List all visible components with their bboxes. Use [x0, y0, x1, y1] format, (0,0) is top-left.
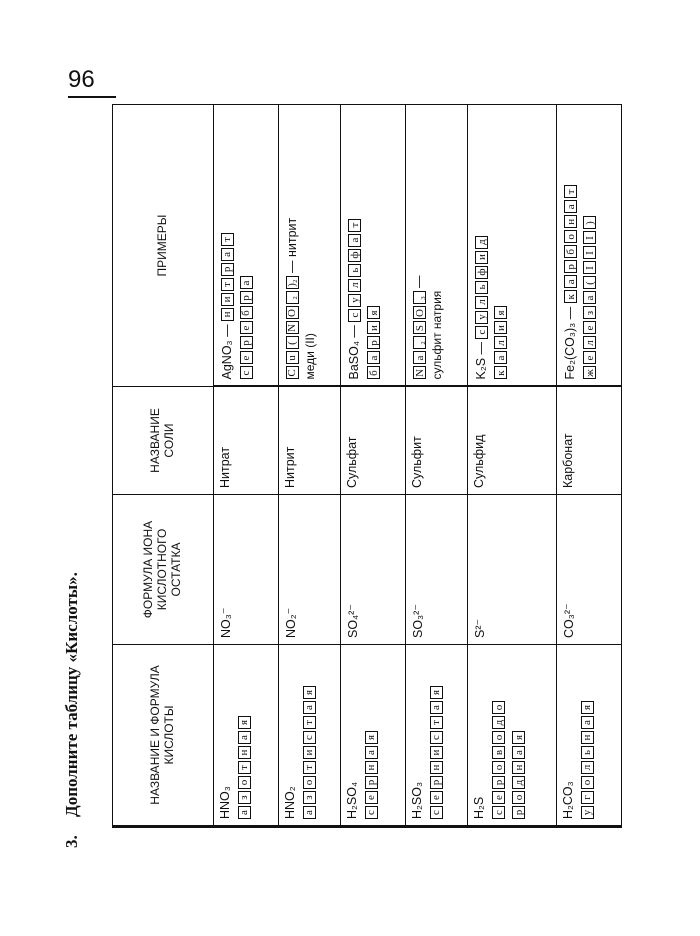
formula-box[interactable]: ₂: [413, 337, 426, 350]
salt-name: Нитрат: [217, 446, 232, 488]
letter-box[interactable]: е: [430, 791, 443, 804]
letter-box[interactable]: о: [238, 776, 251, 789]
letter-box[interactable]: а: [564, 200, 577, 213]
letter-box[interactable]: е: [365, 791, 378, 804]
letter-box[interactable]: т: [221, 278, 234, 291]
letter-box[interactable]: I: [583, 232, 596, 245]
letter-box[interactable]: и: [494, 322, 507, 335]
letter-boxes: [365, 731, 378, 819]
salt-cell: [556, 387, 621, 495]
example-formula-line: [283, 111, 301, 380]
letter-box[interactable]: я: [512, 731, 525, 744]
acid-formula: H₂SO₃: [409, 781, 424, 819]
table-row: [556, 105, 621, 827]
table-body: [213, 105, 621, 827]
formula-box[interactable]: ₃: [413, 292, 426, 305]
task-instruction: [62, 572, 82, 848]
letter-boxes: [492, 701, 505, 819]
letter-box[interactable]: я: [494, 307, 507, 320]
acid-formula: H₂CO₃: [560, 781, 575, 819]
letter-box[interactable]: ф: [475, 266, 488, 279]
letter-box[interactable]: д: [492, 716, 505, 729]
letter-box[interactable]: з: [303, 791, 316, 804]
letter-box[interactable]: а: [365, 746, 378, 759]
letter-box[interactable]: с: [240, 367, 253, 380]
ion-cell: [468, 495, 557, 645]
letter-box[interactable]: я: [365, 731, 378, 744]
salt-name: Сульфит: [409, 436, 424, 488]
acid-formula: H₂S: [472, 796, 487, 819]
letter-box[interactable]: а: [238, 806, 251, 819]
header-salt: НАЗВАНИЕ СОЛИ: [113, 387, 214, 495]
letter-box[interactable]: о: [303, 776, 316, 789]
letter-boxes: [240, 277, 253, 380]
task-number: 3.: [62, 835, 81, 848]
formula-box[interactable]: S: [413, 322, 426, 335]
example-suffix: —: [411, 275, 426, 289]
letter-box[interactable]: ): [583, 217, 596, 230]
formula-box[interactable]: N: [413, 367, 426, 380]
letter-box[interactable]: т: [430, 716, 443, 729]
letter-boxes: [303, 686, 316, 819]
formula-box[interactable]: C: [286, 367, 299, 380]
acid-cell: [213, 645, 278, 827]
ion-formula: NO₃⁻: [218, 607, 233, 638]
letter-box[interactable]: р: [492, 776, 505, 789]
ion-cell: [213, 495, 278, 645]
letter-box[interactable]: р: [512, 806, 525, 819]
letter-box[interactable]: т: [221, 233, 234, 246]
letter-box[interactable]: и: [475, 251, 488, 264]
salt-name: Сульфид: [472, 434, 487, 488]
acid-name-line: [301, 651, 318, 819]
example-formula: BaSO₄: [346, 341, 361, 380]
letter-box[interactable]: т: [303, 761, 316, 774]
letter-box[interactable]: р: [367, 337, 380, 350]
letter-box[interactable]: I: [583, 247, 596, 260]
letter-box[interactable]: я: [238, 716, 251, 729]
letter-box[interactable]: р: [564, 260, 577, 273]
letter-box[interactable]: т: [564, 185, 577, 198]
letter-box[interactable]: л: [583, 337, 596, 350]
example-line: [581, 111, 598, 380]
letter-box[interactable]: о: [492, 701, 505, 714]
letter-box[interactable]: р: [240, 337, 253, 350]
acid-name-line: [236, 651, 253, 819]
header-examples: ПРИМЕРЫ: [113, 105, 214, 387]
formula-boxes: [286, 277, 299, 380]
letter-box[interactable]: н: [581, 731, 594, 744]
formula-box[interactable]: O: [286, 307, 299, 320]
letter-box[interactable]: л: [475, 296, 488, 309]
formula-box[interactable]: ₂: [286, 292, 299, 305]
letter-box[interactable]: а: [583, 292, 596, 305]
acid-name-line: [510, 651, 527, 819]
acid-formula: HNO₃: [217, 786, 232, 819]
example-formula-line: Fe₂(CO₃)₃ — к а р б о н а т: [561, 111, 579, 380]
letter-box[interactable]: ь: [475, 281, 488, 294]
formula-box[interactable]: O: [413, 307, 426, 320]
letter-box[interactable]: и: [303, 746, 316, 759]
letter-boxes: [238, 716, 251, 819]
example-line: [365, 111, 382, 380]
letter-box[interactable]: ь: [348, 264, 361, 277]
letter-box[interactable]: (: [583, 277, 596, 290]
ion-formula: CO₃²⁻: [561, 603, 576, 638]
letter-box[interactable]: т: [348, 219, 361, 232]
example-cell: [213, 105, 278, 387]
letter-box[interactable]: с: [492, 806, 505, 819]
letter-box[interactable]: с: [430, 731, 443, 744]
example-line: [238, 111, 255, 380]
acid-name-line: [428, 651, 445, 819]
table-row: [213, 105, 278, 827]
example-formula-line: BaSO₄ — с у л ь ф а т: [345, 111, 363, 380]
example-suffix: — нитрит: [284, 217, 299, 274]
example-formula: Fe₂(CO₃)₃: [562, 322, 577, 380]
acid-cell: [340, 645, 405, 827]
ion-cell: [278, 495, 340, 645]
example-caption: меди (II): [302, 333, 317, 380]
letter-box[interactable]: а: [430, 701, 443, 714]
letter-box[interactable]: д: [475, 236, 488, 249]
letter-box[interactable]: с: [475, 326, 488, 339]
letter-box[interactable]: о: [512, 791, 525, 804]
letter-box[interactable]: л: [581, 761, 594, 774]
letter-box[interactable]: е: [240, 322, 253, 335]
example-line: [492, 111, 509, 380]
letter-box[interactable]: р: [365, 776, 378, 789]
example-cell: [340, 105, 405, 387]
salt-cell: [340, 387, 405, 495]
letter-box[interactable]: д: [512, 776, 525, 789]
acid-name-line: [490, 651, 507, 819]
letter-box[interactable]: о: [581, 776, 594, 789]
table-row: [340, 105, 405, 827]
formula-box[interactable]: N: [286, 322, 299, 335]
example-cell: [468, 105, 557, 387]
letter-boxes: [581, 701, 594, 819]
ion-cell: [340, 495, 405, 645]
letter-box[interactable]: б: [367, 367, 380, 380]
letter-box[interactable]: т: [238, 761, 251, 774]
acid-cell: [278, 645, 340, 827]
letter-box[interactable]: н: [365, 761, 378, 774]
letter-box[interactable]: а: [303, 806, 316, 819]
letter-box[interactable]: р: [430, 776, 443, 789]
letter-box[interactable]: а: [238, 731, 251, 744]
letter-box[interactable]: ь: [581, 746, 594, 759]
letter-box[interactable]: н: [430, 761, 443, 774]
task-text: Дополните таблицу «Кислоты».: [62, 572, 81, 817]
letter-box[interactable]: я: [430, 686, 443, 699]
acid-formula: HNO₂: [282, 786, 297, 819]
acid-cell: [405, 645, 467, 827]
letter-box[interactable]: I: [583, 262, 596, 275]
example-formula-line: AgNO₃ — н и т р а т: [218, 111, 236, 380]
letter-box[interactable]: н: [238, 746, 251, 759]
letter-box[interactable]: р: [221, 263, 234, 276]
letter-boxes: [564, 185, 577, 303]
letter-boxes: [475, 236, 488, 339]
example-formula-line: [410, 111, 428, 380]
header-acid: НАЗВАНИЕ И ФОРМУЛА КИСЛОТЫ: [113, 645, 214, 827]
acid-name-line: [579, 651, 596, 819]
letter-box[interactable]: а: [348, 234, 361, 247]
letter-box[interactable]: с: [365, 806, 378, 819]
salt-name: Сульфат: [344, 436, 359, 488]
letter-box[interactable]: а: [512, 746, 525, 759]
letter-box[interactable]: у: [475, 311, 488, 324]
acid-name-line: [363, 651, 380, 819]
letter-box[interactable]: н: [512, 761, 525, 774]
letter-box[interactable]: в: [492, 746, 505, 759]
letter-box[interactable]: о: [564, 230, 577, 243]
letter-box[interactable]: я: [303, 686, 316, 699]
letter-box[interactable]: с: [348, 309, 361, 322]
letter-box[interactable]: и: [367, 322, 380, 335]
example-cell: [556, 105, 621, 387]
letter-box[interactable]: е: [492, 791, 505, 804]
example-caption: сульфит натрия: [430, 290, 445, 380]
table-row: [405, 105, 467, 827]
ion-cell: [556, 495, 621, 645]
table-row: [278, 105, 340, 827]
example-cell: [405, 105, 467, 387]
salt-cell: [278, 387, 340, 495]
letter-box[interactable]: с: [430, 806, 443, 819]
formula-box[interactable]: )₂: [286, 277, 299, 290]
letter-box[interactable]: е: [583, 322, 596, 335]
formula-box[interactable]: (: [286, 337, 299, 350]
letter-box[interactable]: ж: [583, 367, 596, 380]
letter-box[interactable]: с: [303, 731, 316, 744]
example-formula-line: K₂S — с у л ь ф и д: [472, 111, 490, 380]
letter-box[interactable]: а: [303, 701, 316, 714]
letter-boxes: [367, 307, 380, 380]
letter-box[interactable]: у: [581, 806, 594, 819]
letter-box[interactable]: у: [348, 294, 361, 307]
acid-cell: [556, 645, 621, 827]
ion-formula: SO₃²⁻: [410, 604, 425, 638]
letter-box[interactable]: р: [240, 292, 253, 305]
ion-formula: NO₂⁻: [283, 607, 298, 638]
letter-box[interactable]: н: [564, 215, 577, 228]
letter-box[interactable]: о: [492, 761, 505, 774]
letter-box[interactable]: г: [581, 791, 594, 804]
salt-cell: [213, 387, 278, 495]
letter-boxes: [512, 731, 525, 819]
letter-box[interactable]: я: [367, 307, 380, 320]
salt-cell: [468, 387, 557, 495]
letter-box[interactable]: з: [238, 791, 251, 804]
letter-box[interactable]: л: [348, 279, 361, 292]
letter-boxes: [348, 219, 361, 322]
letter-box[interactable]: ф: [348, 249, 361, 262]
example-cell: [278, 105, 340, 387]
letter-box[interactable]: к: [564, 290, 577, 303]
letter-box[interactable]: и: [221, 293, 234, 306]
header-ion: ФОРМУЛА ИОНА КИСЛОТНОГО ОСТАТКА: [113, 495, 214, 645]
letter-box[interactable]: я: [581, 701, 594, 714]
letter-box[interactable]: з: [583, 307, 596, 320]
acid-formula: H₂SO₄: [344, 781, 359, 819]
ion-formula: S²⁻: [473, 618, 488, 638]
salt-name: Карбонат: [560, 433, 575, 488]
letter-boxes: [221, 233, 234, 321]
formula-boxes: [413, 292, 426, 380]
letter-box[interactable]: к: [494, 367, 507, 380]
letter-box[interactable]: е: [583, 352, 596, 365]
letter-box[interactable]: н: [221, 308, 234, 321]
letter-box[interactable]: о: [492, 731, 505, 744]
letter-box[interactable]: л: [494, 337, 507, 350]
letter-boxes: [494, 307, 507, 380]
letter-box[interactable]: е: [240, 352, 253, 365]
formula-box[interactable]: u: [286, 352, 299, 365]
example-formula: AgNO₃: [219, 340, 234, 380]
letter-boxes: [583, 217, 596, 380]
acids-table: [112, 104, 622, 828]
letter-boxes: [430, 686, 443, 819]
letter-box[interactable]: т: [303, 716, 316, 729]
formula-box[interactable]: a: [413, 352, 426, 365]
table-header-row: [113, 105, 214, 827]
table-row: [468, 105, 557, 827]
page-number: 96: [68, 66, 95, 93]
letter-box[interactable]: а: [240, 277, 253, 290]
letter-box[interactable]: а: [494, 352, 507, 365]
letter-box[interactable]: а: [564, 275, 577, 288]
letter-box[interactable]: б: [564, 245, 577, 258]
letter-box[interactable]: б: [240, 307, 253, 320]
example-formula: K₂S: [474, 357, 489, 380]
salt-name: Нитрит: [282, 446, 297, 488]
salt-cell: [405, 387, 467, 495]
ion-formula: SO₄²⁻: [345, 604, 360, 638]
letter-box[interactable]: а: [221, 248, 234, 261]
acid-cell: [468, 645, 557, 827]
letter-box[interactable]: а: [367, 352, 380, 365]
letter-box[interactable]: а: [581, 716, 594, 729]
ion-cell: [405, 495, 467, 645]
letter-box[interactable]: и: [430, 746, 443, 759]
